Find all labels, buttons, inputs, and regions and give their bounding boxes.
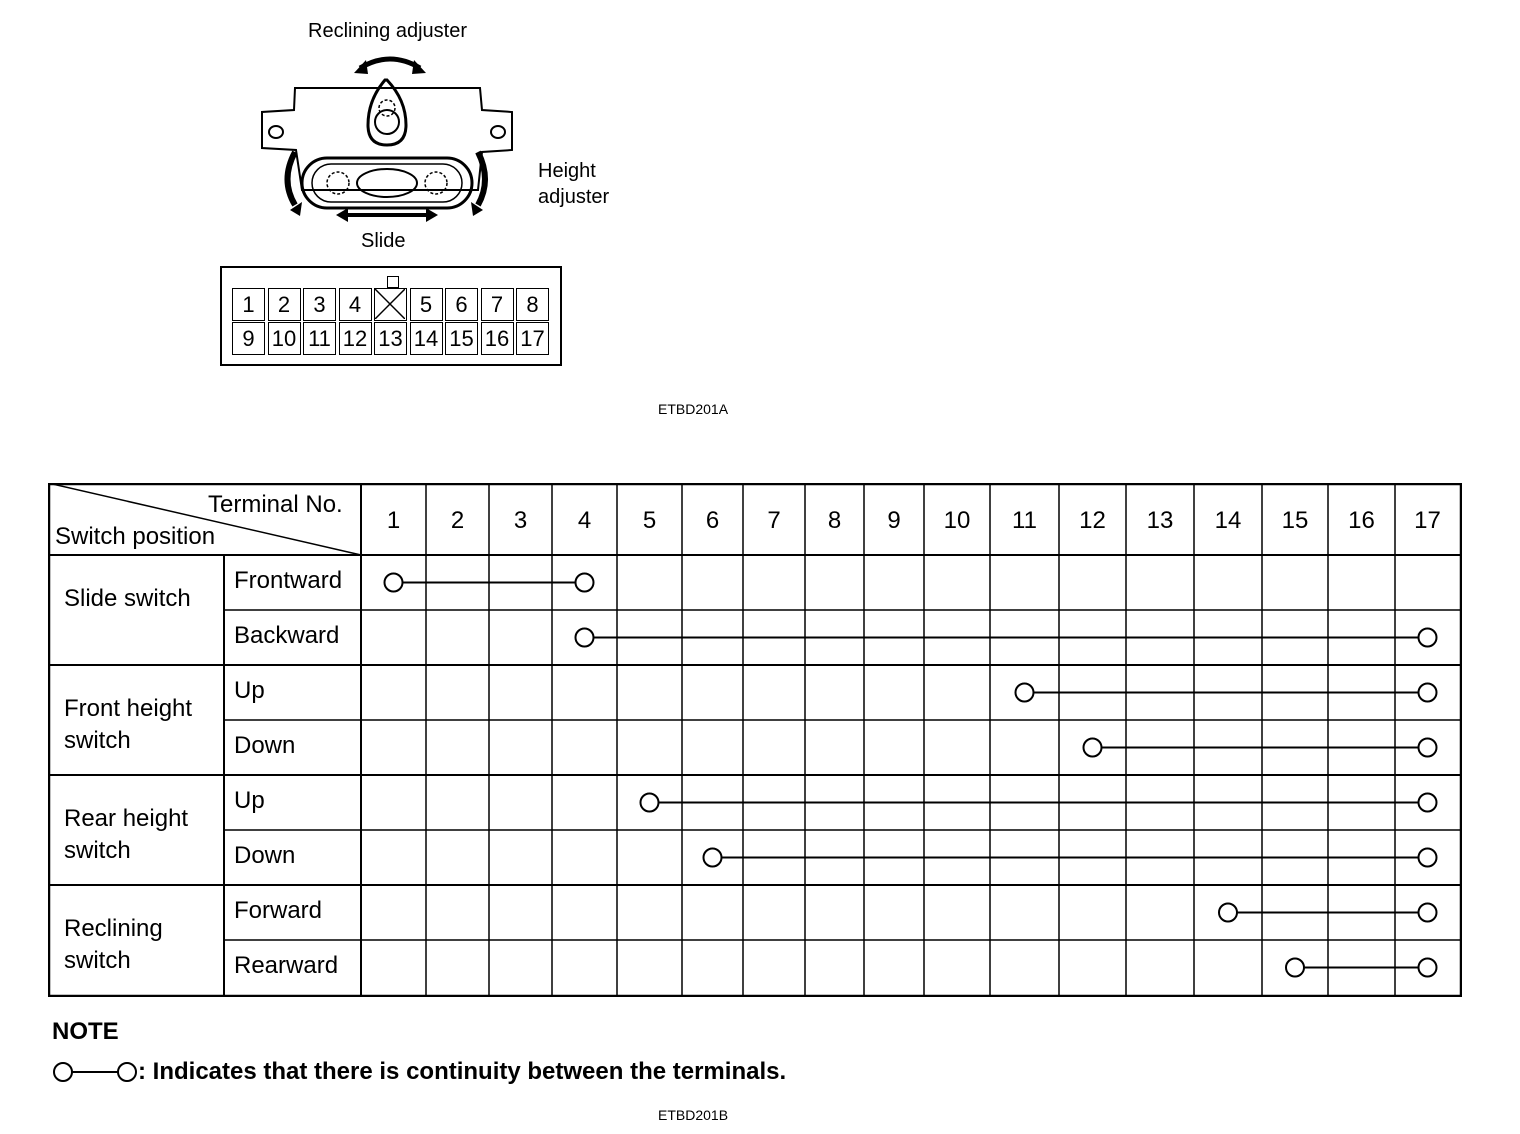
connector-pin: 13 — [374, 322, 407, 355]
connector-pin: 9 — [232, 322, 265, 355]
connector-pin: 3 — [303, 288, 336, 321]
note-title: NOTE — [52, 1018, 119, 1045]
connector-pin: 17 — [516, 322, 549, 355]
connector-lock — [387, 276, 399, 288]
terminal-number-header: 2 — [450, 507, 465, 534]
terminal-number-header: 15 — [1281, 507, 1309, 534]
terminal-number-header: 12 — [1079, 507, 1106, 534]
switch-group-label: Reclining switch — [64, 915, 163, 974]
switch-position-label: Frontward — [234, 567, 343, 594]
continuity-terminal-mark — [1219, 904, 1237, 922]
connector-pin: 4 — [339, 288, 372, 321]
connector-pin: 15 — [445, 322, 478, 355]
continuity-table — [48, 483, 1462, 997]
switch-position-label: Down — [234, 732, 296, 759]
connector-pin: 8 — [516, 288, 549, 321]
switch-group-label: Front height switch — [64, 695, 193, 754]
height-adjuster-label: Height adjuster — [538, 160, 610, 208]
continuity-terminal-mark — [576, 629, 594, 647]
connector-pin: 5 — [410, 288, 443, 321]
terminal-number-header: 11 — [1012, 507, 1037, 534]
continuity-terminal-mark — [1419, 959, 1437, 977]
figure-code-bottom: ETBD201B — [658, 1107, 729, 1123]
continuity-terminal-mark — [641, 794, 659, 812]
terminal-number-header: 17 — [1414, 507, 1441, 534]
terminal-number-header: 8 — [827, 507, 842, 534]
continuity-terminal-mark — [1419, 739, 1437, 757]
switch-position-label: Rearward — [234, 952, 339, 979]
connector-pin: 14 — [410, 322, 443, 355]
terminal-number-header: 7 — [767, 507, 781, 534]
terminal-number-header: 9 — [887, 507, 901, 534]
continuity-terminal-mark — [1419, 629, 1437, 647]
note-legend — [52, 1058, 786, 1086]
continuity-terminal-mark — [1419, 794, 1437, 812]
continuity-terminal-mark — [1084, 739, 1102, 757]
terminal-number-header: 3 — [513, 507, 528, 534]
continuity-terminal-mark — [1016, 684, 1034, 702]
continuity-symbol-icon — [52, 1060, 138, 1084]
figure-code-top: ETBD201A — [658, 401, 729, 417]
connector-pin: 1 — [232, 288, 265, 321]
terminal-number-header: 13 — [1146, 507, 1174, 534]
header-switch-position: Switch position — [55, 523, 216, 550]
reclining-adjuster-label: Reclining adjuster — [308, 20, 467, 42]
continuity-terminal-mark — [385, 574, 403, 592]
connector-pin: 6 — [445, 288, 478, 321]
connector-pin: 10 — [268, 322, 301, 355]
connector-pin: 7 — [481, 288, 514, 321]
switch-position-label: Backward — [234, 622, 340, 649]
switch-group-label: Rear height switch — [64, 805, 189, 864]
continuity-terminal-mark — [1419, 684, 1437, 702]
terminal-number-header: 6 — [705, 507, 720, 534]
switch-position-label: Forward — [234, 897, 323, 924]
terminal-number-header: 16 — [1348, 507, 1375, 534]
terminal-number-header: 4 — [577, 507, 592, 534]
switch-group-label: Slide switch — [64, 585, 191, 612]
terminal-number-header: 10 — [943, 507, 971, 534]
continuity-terminal-mark — [576, 574, 594, 592]
switch-position-label: Down — [234, 842, 296, 869]
switch-position-label: Up — [234, 677, 265, 704]
connector-pin: 16 — [481, 322, 514, 355]
header-terminal-no: Terminal No. — [208, 491, 343, 518]
connector-face — [220, 266, 562, 366]
connector-blank-pin-icon — [374, 288, 407, 321]
continuity-terminal-mark — [704, 849, 722, 867]
connector-pin: 11 — [303, 322, 336, 355]
terminal-number-header: 1 — [386, 507, 401, 534]
connector-pin: 12 — [339, 322, 372, 355]
switch-position-label: Up — [234, 787, 265, 814]
continuity-terminal-mark — [1286, 959, 1304, 977]
continuity-terminal-mark — [1419, 849, 1437, 867]
continuity-terminal-mark — [1419, 904, 1437, 922]
seat-switch-illustration — [250, 40, 530, 230]
terminal-number-header: 14 — [1214, 507, 1242, 534]
note-text: : Indicates that there is continuity between the terminals. — [138, 1058, 787, 1085]
connector-pin: 2 — [268, 288, 301, 321]
terminal-number-header: 5 — [642, 507, 657, 534]
slide-label: Slide — [361, 230, 406, 252]
